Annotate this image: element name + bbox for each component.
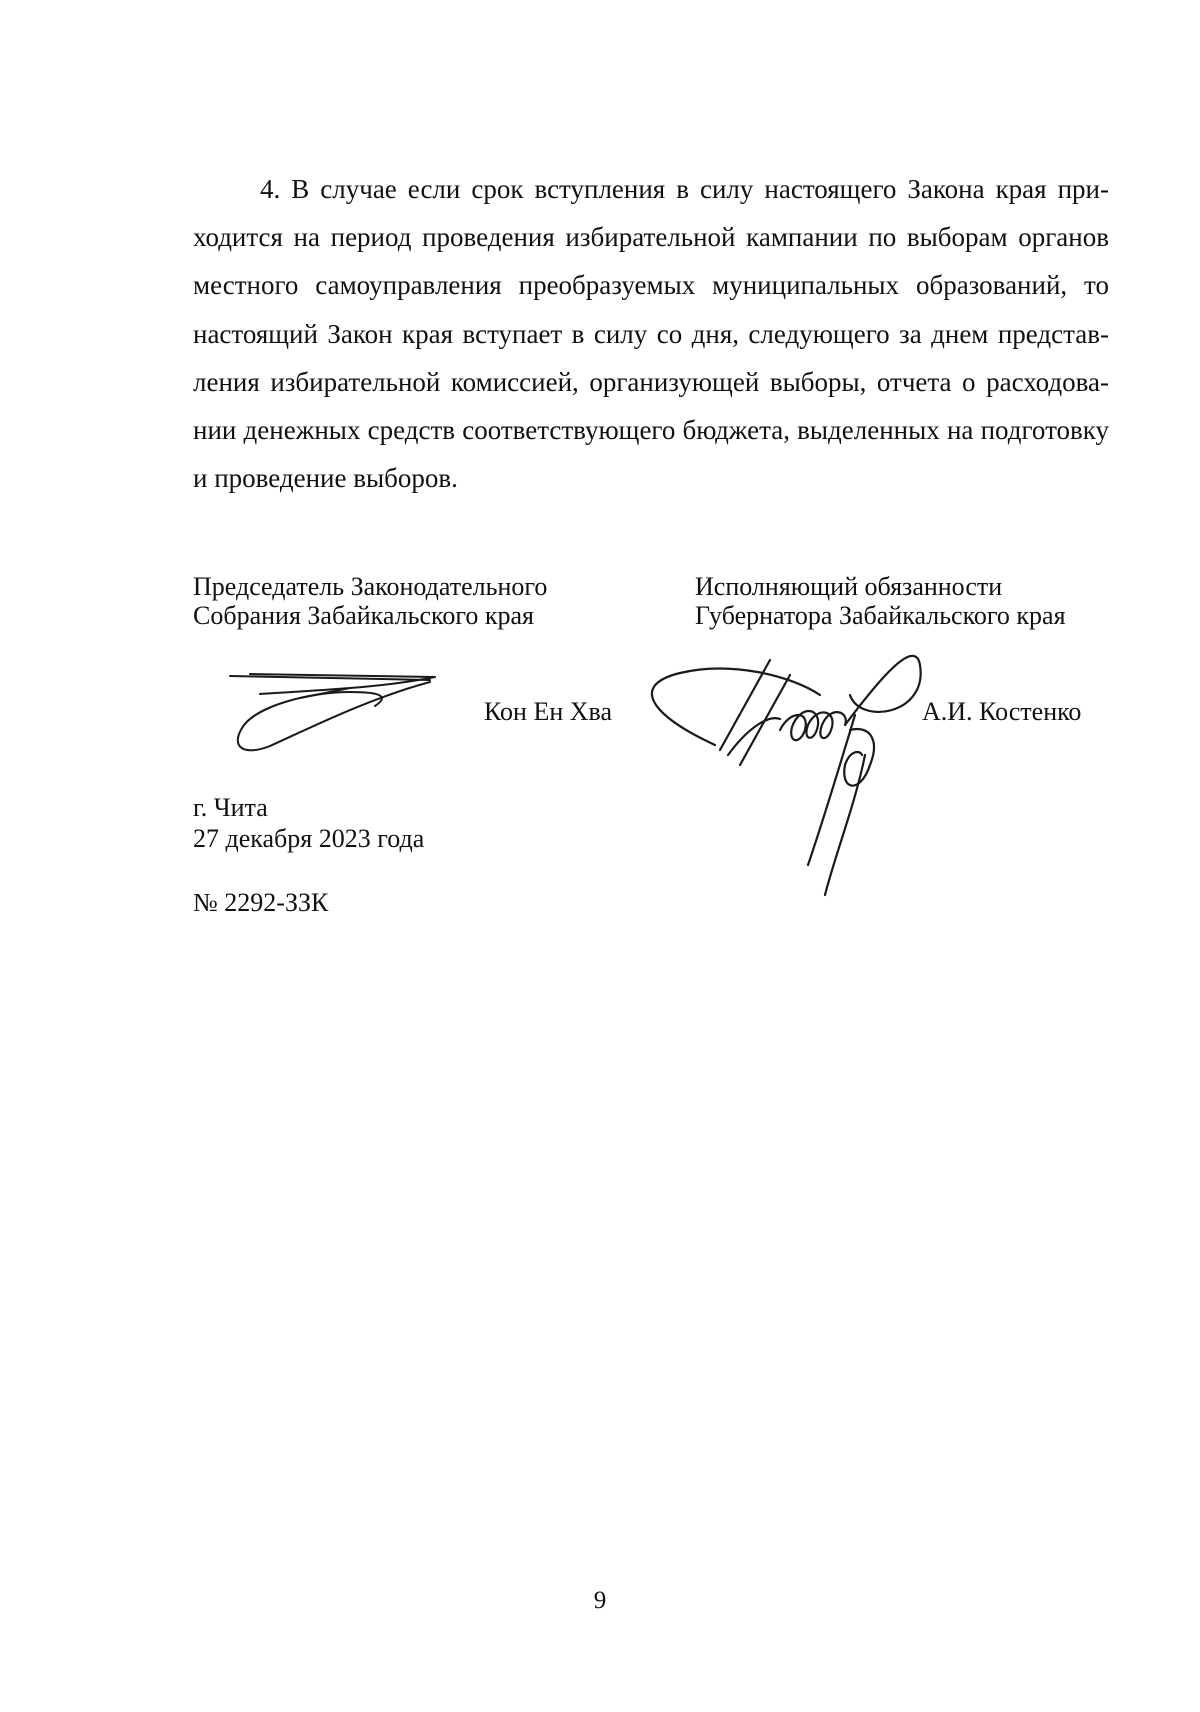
page-number: 9	[593, 1587, 607, 1614]
left-signatory-name: Кон Ен Хва	[484, 697, 613, 726]
date: 27 декабря 2023 года	[193, 824, 425, 853]
left-signatory-title	[193, 572, 547, 630]
left-title-line-1: Председатель Законодательного	[193, 572, 548, 601]
document-number: № 2292-ЗЗК	[193, 888, 329, 917]
right-handwritten-signature	[640, 655, 940, 915]
right-signatory-name: А.И. Костенко	[922, 697, 1082, 726]
left-title-line-2: Собрания Забайкальского края	[193, 601, 534, 630]
place: г. Чита	[193, 793, 268, 822]
right-signatory-title	[695, 572, 1066, 630]
place-and-date	[193, 792, 424, 854]
right-title-line-2: Губернатора Забайкальского края	[695, 601, 1066, 630]
right-title-line-1: Исполняющий обязанности	[695, 572, 1003, 601]
left-handwritten-signature	[230, 668, 440, 758]
law-paragraph-4: 4. В случае если срок вступления в силу настоящего Закона края приходится на период проведения избирательной кампании по выборам органов местного самоуправления преобразуемых муниципальных образований, то настоящий Закон края вступает в силу со дня, следующего за днем представления избирательной комиссией, организующей выборы, отчета о расходовании денежных средств соответствующего бюджета, выделенных на подготовку и проведение выборов.	[193, 174, 1109, 494]
